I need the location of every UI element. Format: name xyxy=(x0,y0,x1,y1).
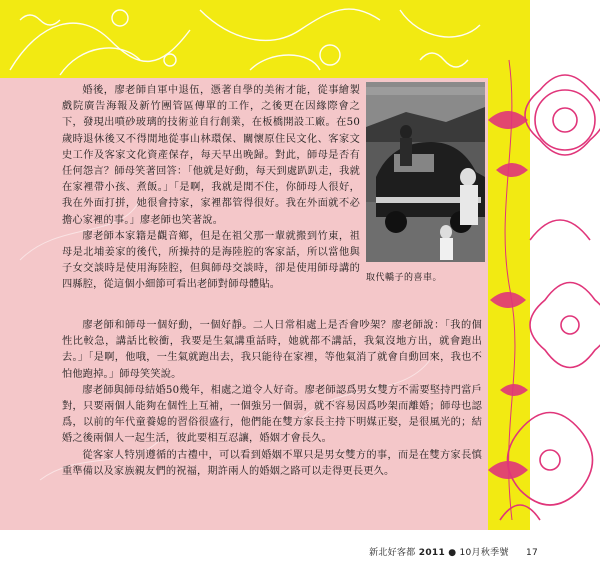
paragraph: 廖老師與師母結婚50幾年，相處之道令人好奇。廖老師認爲男女雙方不需要堅持門當戶對，只要兩個人能夠在個性上互補，一個強另一個弱，就不容易因爲吵架而離婚；師母也認爲，以前的年代童養媳的習俗很盛行，他們能在雙方家長主持下明媒正娶，是很風光的；結婚之後兩個人一起生活，彼此要相互忍讓，婚姻才會長久。 xyxy=(62,384,482,445)
paragraph: 廖老師本家籍是觀音鄉，但是在祖父那一輩就搬到竹東，祖母是北埔姜家的後代，所操持的是海陸腔的客家話，所以當他與子女交談時是使用海陸腔，但與師母交談時，卻是使用師母講的四縣腔，從這個小細節可看出老師對師母體貼。 xyxy=(62,230,360,291)
white-side-band xyxy=(530,0,600,530)
yellow-side-band xyxy=(488,0,530,530)
paragraph: 廖老師和師母一個好動，一個好靜。二人日常相處上是否會吵架？廖老師說：「我的個性比較急，講話比較衝，我要是生氣講重話時，她就都不講話，我氣沒地方出，就會跑出去。」「是啊，他哦，一生氣就跑出去，我只能待在家裡，等他氣消了就會自動回來，我也不怕他跑掉。」師母笑笑說。 xyxy=(62,320,482,380)
paragraph: 從客家人特別遵循的古禮中，可以看到婚姻不單只是男女雙方的事，而是在雙方家長慎重準備以及家族親友們的祝福，期許兩人的婚姻之路可以走得更長更久。 xyxy=(62,449,482,477)
article-column-bottom xyxy=(62,318,482,480)
page-footer xyxy=(369,545,538,558)
magazine-name: 新北好客都 xyxy=(369,548,416,558)
article-column-top xyxy=(62,83,360,294)
wedding-car-photo xyxy=(366,82,485,262)
paragraph: 婚後，廖老師自軍中退伍，憑著自學的美術才能，從事繪製戲院廣告海報及新竹團管區傳單的工作，之後更在因緣際會之下，發現出噴砂玻璃的技術並自行創業，在板橋開設工廠。在50歲時退休後又不得閒地從事山林環保、關懷原住民文化、客家文史工作及客家文化資產保存，每天早出晚歸。對此，師母是否有任何怨言？師母笑著回答：「他就是好動，每天到處趴趴走，我就在家裡帶小孩、煮飯。」「是啊，我就是閒不住，你師母人很好，我在外面打拼，她很會持家，家裡都管得很好。我在外面就不必擔心家裡的事。」廖老師也笑著說。 xyxy=(62,85,360,226)
issue-year: 2011 xyxy=(418,548,446,558)
page-number: 17 xyxy=(525,548,538,558)
photo-caption: 取代轎子的喜車。 xyxy=(366,273,443,283)
issue-label: ● 10月秋季號 xyxy=(448,548,509,558)
